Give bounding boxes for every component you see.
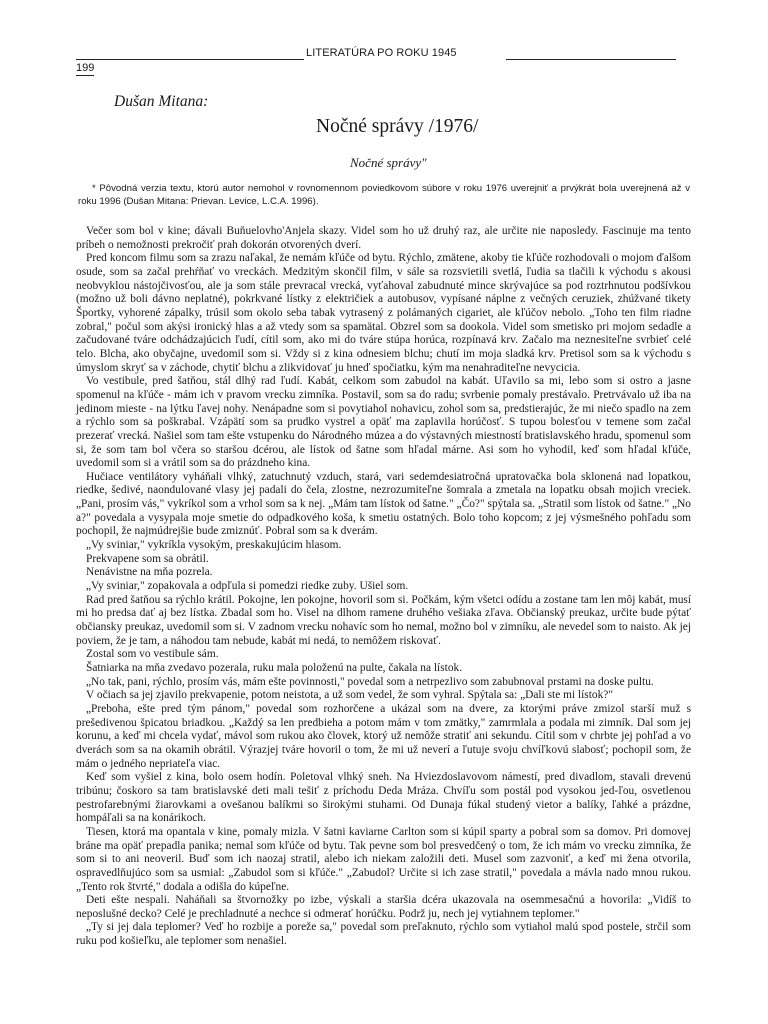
paragraph: Pred koncom filmu som sa zrazu naľakal, že nemám kľúče od bytu. Rýchlo, zmätene, akoby tie kľúče rozhodovali o mojom ďalšom osude, som sa začal prehŕňať vo vreckách. Medzitým skončil film, v sále sa rozsvietili svetlá, ľudia sa tlačili k východu s akousi neobvyklou nástojčivosťou, ale ja som stále prevracal vrecká, vyťahoval zabudnuté mince skrývajúce sa pod roztrhnutou podšívkou (možno už boli dávno neplatné), pokrkvané lístky z električiek a autobusov, vypísané náplne z večných ceruziek, zhúžvané tikety Športky, vyhorené zápalky, trúsil som okolo seba tabak vytrasený z polámaných cigariet, ale kľúčov nebolo. „Toho ten film riadne zobral," počul som akýsi ironický hlas a až vtedy som sa spamätal. Obzrel som sa dookola. Videl som smetisko pri mojom sedadle a začudované tváre odchádzajúcich ľudí, cítil som, ako mi do tváre stúpa horúca, rozpínavá krv. Začalo ma neznesiteľne svrbieť celé telo. Blcha, ako obyčajne, uvedomil som si. Vždy si z kina odnesiem blchu; chutí im moja sladká krv. Pretisol som sa k východu s úmyslom skryť sa v záchode, chytiť blchu a zlikvidovať ju hneď spočiatku, kým ma nenahraditeľne nevycicia. [76,252,691,374]
paragraph: Večer som bol v kine; dávali Buňuelovho'Anjela skazy. Videl som ho už druhý raz, ale určite nie naposledy. Fascinuje ma tento príbeh o nemožnosti prekročiť prah dokorán otvorených dverí. [76,225,691,251]
running-header [0,46,768,60]
header-rule-left [76,59,304,60]
paragraph: „Vy sviniar," zopakovala a odpľula si pomedzi riedke zuby. Ušiel som. [86,580,409,593]
page-number-rule [76,75,94,76]
paragraph: Šatniarka na mňa zvedavo pozerala, ruku mala položenú na pulte, čakala na lístok. [86,662,463,674]
page-number: 199 [76,62,95,74]
paragraph: Tiesen, ktorá ma opantala v kine, pomaly mizla. V šatni kaviarne Carlton som si kúpil sparty a pobral som sa domov. Pri domovej bráne ma opäť prepadla panika; nemal som kľúče od bytu. Tak pevne som bol presvedčený o tom, že ich mám vo vrecku zimníka, že som si to ani neoveril. Buď som ich naozaj stratil, alebo ich niekam založili deti. Musel som zazvoniť, a keď mi žena otvorila, ospravedlňujúco som sa usmial: „Zabudol som si kľúče." „Zabudol? Určite si ich zase stratil," povedala a mávla nado mnou rukou. „Tento rok štvrté," dodala a odišla do kúpeľne. [76,825,691,893]
body-text [76,225,691,949]
paragraph: Keď som vyšiel z kina, bolo osem hodín. Poletoval vlhký sneh. Na Hviezdoslavovom námestí, pred divadlom, stavali drevenú tribúnu; čoskoro sa tam bratislavské deti mali tešiť z príchodu Deda Mráza. Chvíľu som postál pod vysokou jed-ľou, osvetlenou pestrofarebnými žiarovkami a ovešanou balíkmi so širokými stuhami. Od Dunaja fúkal studený vietor a balíky, ľahké a prázdne, hompáľali sa na konárikoch. [76,771,691,825]
paragraph: „No tak, pani, rýchlo, prosím vás, mám ešte povinnosti," povedal som a netrpezlivo som zabubnoval prstami na doske pultu. [86,675,654,688]
footnote: * Pôvodná verzia textu, ktorú autor nemohol v rovnomennom poviedkovom súbore v roku 1976 uverejniť a prvýkrát bola uverejnená až v roku 1996 (Dušan Mitana: Prievan. Levice, L.C.A. 1996). [78,183,690,207]
paragraph: „Vy sviniar," vykríkla vysokým, preskakujúcim hlasom. [86,539,342,552]
header-rule-right [506,59,676,60]
paragraph: Hučiace ventilátory vyháňali vlhký, zatuchnutý vzduch, stará, vari sedemdesiatročná upratovačka bola sklonená nad lopatkou, riedke, šedivé, naondulované vlasy jej padali do čela, zlostne, nezrozumiteľne šomrala a zmetala na lopatku obsah mojich vreciek. „Pani, prosím vás," vykríkol som a vrhol som sa k nej. „Mám tam lístok od šatne." „Čo?" spýtala sa. „Stratil som lístok od šatne." „No a?" povedala a vysypala moje smetie do odpadkového koša, k smetiu ostatných. Bolo toho kopcom; z jej výsmešného pohľadu som pochopil, že najmúdrejšie bude zmiznúť. Pobral som sa k dverám. [76,470,691,538]
paragraph: Rad pred šatňou sa rýchlo krátil. Pokojne, len pokojne, hovoril som si. Počkám, kým všetci odídu a zostane tam len môj kabát, musí mi ho predsa dať aj bez lístka. Zbadal som ho. Visel na dlhom ramene druhého vešiaka zľava. Občianský preukaz, určite bude pýtať občiansky preukaz, uvedomil som si. V zadnom vrecku nohavíc som ho nemal, možno bol v zimníku, ale nevedel som to naisto. Ak jej poviem, že je tam, a náhodou tam nebude, kabát mi nedá, to nemôžem riskovať. [76,593,691,647]
article-title: Nočné správy /1976/ [316,116,479,137]
paragraph: V očiach sa jej zjavilo prekvapenie, potom neistota, a už som vedel, že som vyhral. Spýtala sa: „Dali ste mi lístok?" [86,689,614,702]
paragraph: Nenávistne na mňa pozrela. [86,566,213,579]
paragraph: Deti ešte nespali. Naháňali sa štvornožky po izbe, výskali a staršia dcéra ukazovala na osemmesačnú a hovorila: „Vidíš to neposlušné decko? Celé je prechladnuté a nechce si odmerať horúčku. Podrž ju, nech jej vytiahnem teplomer." [76,894,691,920]
running-title: LITERATÚRA PO ROKU 1945 [306,47,457,59]
paragraph: Vo vestibule, pred šatňou, stál dlhý rad ľudí. Kabát, celkom som zabudol na kabát. Uľavilo sa mi, lebo som si ostro a jasne spomenul na kľúče - mám ich v pravom vrecku zimníka. Postavil, som sa do radu; svrbenie pomaly prestávalo. Pretrvávalo už iba na jedinom mieste - na lýtku ľavej nohy. Nenápadne som si povytiahol nohavicu, zohol som sa, predstierajúc, že mi niečo spadlo na zem a rýchlo som sa poškrabal. Vzápätí som sa prudko vystrel a opäť ma zaplavila horúčosť. S tupou bolesťou v temene som začal prezerať vrecká. Našiel som tam ešte vstupenku do Národného múzea a do výstavných miestností bratislavského hradu, spomenul som si, že som tam bol včera so staršou dcérou, ale lístok od šatne som hľadal márne. Asi som ho vyhodil, keď som hľadal kľúče, uvedomil som si a vrátil som sa do prázdneho kina. [76,375,691,470]
paragraph: Prekvapene som sa obrátil. [86,552,209,565]
paragraph: Zostal som vo vestibule sám. [86,648,219,661]
article-subtitle: Nočné správy" [350,155,427,170]
paragraph: „Preboha, ešte pred tým pánom," povedal som rozhorčene a ukázal som na dvere, za ktorými práve zmizol starší muž s prešedivenou špicatou briadkou. „Každý sa len predbieha a potom mám v tom zmätky," zamrmlala a podala mi zimník. Dal som jej korunu, a keď mi chcela vydať, mávol som rukou ako človek, ktorý už nemôže stratiť ani sekundu. Cítil som v chrbte jej pohľad a vo dverách som sa na okamih obrátil. Výrazjej tváre hovoril o tom, že mi už neverí a ľutuje svoju chvíľkovú slabosť; pochopil som, že mám o jedného nepriateľa viac. [76,702,691,770]
paragraph: „Ty si jej dala teplomer? Veď ho rozbije a poreže sa," povedal som preľaknuto, rýchlo som vytiahol malú spod postele, strčil som ruku pod košieľku, ale teplomer som nenašiel. [76,921,691,948]
author-name: Dušan Mitana: [114,93,209,110]
